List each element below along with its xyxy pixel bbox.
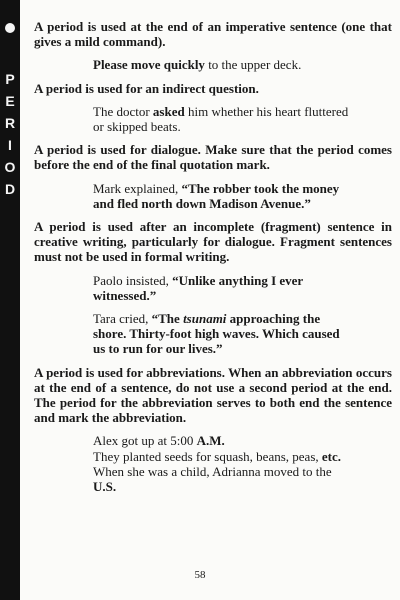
side-tab-letter: E	[5, 93, 15, 109]
bullet-dot-icon	[5, 23, 15, 33]
example-text: Mark explained,	[93, 180, 182, 196]
side-tab-letter: D	[4, 181, 16, 197]
example-fragment-paolo	[93, 273, 355, 303]
rule-abbreviations: A period is used for abbreviations. When an abbreviation occurs at the end of a sentence, do not use a second period at the end. The period for the abbreviation serves to both end the sentence and mark the abbreviation.	[34, 364, 392, 426]
example-sentence	[93, 273, 355, 303]
example-fragment-tara	[93, 311, 355, 357]
example-sentence	[93, 181, 355, 211]
example-sentence	[93, 433, 355, 448]
example-bold-text: “Unlike anything I ever witnessed.”	[93, 272, 303, 303]
example-imperative	[93, 57, 355, 72]
example-text: Paolo insisted,	[93, 272, 173, 288]
example-sentence	[93, 449, 355, 464]
example-sentence	[93, 57, 355, 72]
example-sentence	[93, 104, 355, 134]
example-bold-italic-text: tsunami	[183, 311, 227, 327]
example-indirect-question	[93, 104, 355, 134]
rule-dialogue: A period is used for dialogue. Make sure that the period comes before the end of the final quotation mark.	[34, 142, 392, 173]
example-text: Alex got up at 5:00	[93, 433, 197, 449]
rule-indirect-question: A period is used for an indirect question.	[34, 80, 259, 96]
example-dialogue	[93, 181, 355, 211]
rule-imperative: A period is used at the end of an imperative sentence (one that gives a mild command).	[34, 19, 392, 50]
example-bold-text: “The	[151, 311, 184, 327]
example-text: When she was a child, Adrianna moved to the	[93, 463, 332, 479]
example-text: to the upper deck.	[204, 57, 302, 73]
side-tab-letter: I	[8, 137, 12, 153]
example-bold-text: U.S.	[93, 479, 117, 495]
side-tab	[0, 0, 20, 600]
example-sentence	[93, 464, 355, 494]
example-bold-text: Please move quickly	[93, 57, 205, 73]
side-tab-letters	[0, 68, 20, 200]
example-abbreviations	[93, 433, 355, 494]
example-bold-text: asked	[152, 103, 185, 119]
example-text: Tara cried,	[93, 311, 152, 327]
side-tab-letter: P	[5, 71, 15, 87]
side-tab-letter: O	[4, 159, 16, 175]
page-content	[34, 19, 392, 494]
example-bold-text: “The robber took the money and fled north down Madison Avenue.”	[93, 180, 340, 211]
example-text: They planted seeds for squash, beans, peas,	[93, 448, 322, 464]
page-number: 58	[194, 569, 206, 581]
example-text: The doctor	[93, 103, 153, 119]
example-text: him whether his heart fluttered or skipped beats.	[93, 103, 349, 135]
example-sentence	[93, 311, 355, 357]
example-bold-text: approaching the shore. Thirty-foot high waves. Which caused us to run for our lives.”	[93, 311, 340, 357]
example-bold-text: A.M.	[196, 433, 225, 449]
example-bold-text: etc.	[321, 448, 342, 464]
rule-fragment: A period is used after an incomplete (fragment) sentence in creative writing, particularly for dialogue. Fragment sentences must not be used in formal writing.	[34, 219, 392, 265]
side-tab-letter: R	[4, 115, 16, 131]
